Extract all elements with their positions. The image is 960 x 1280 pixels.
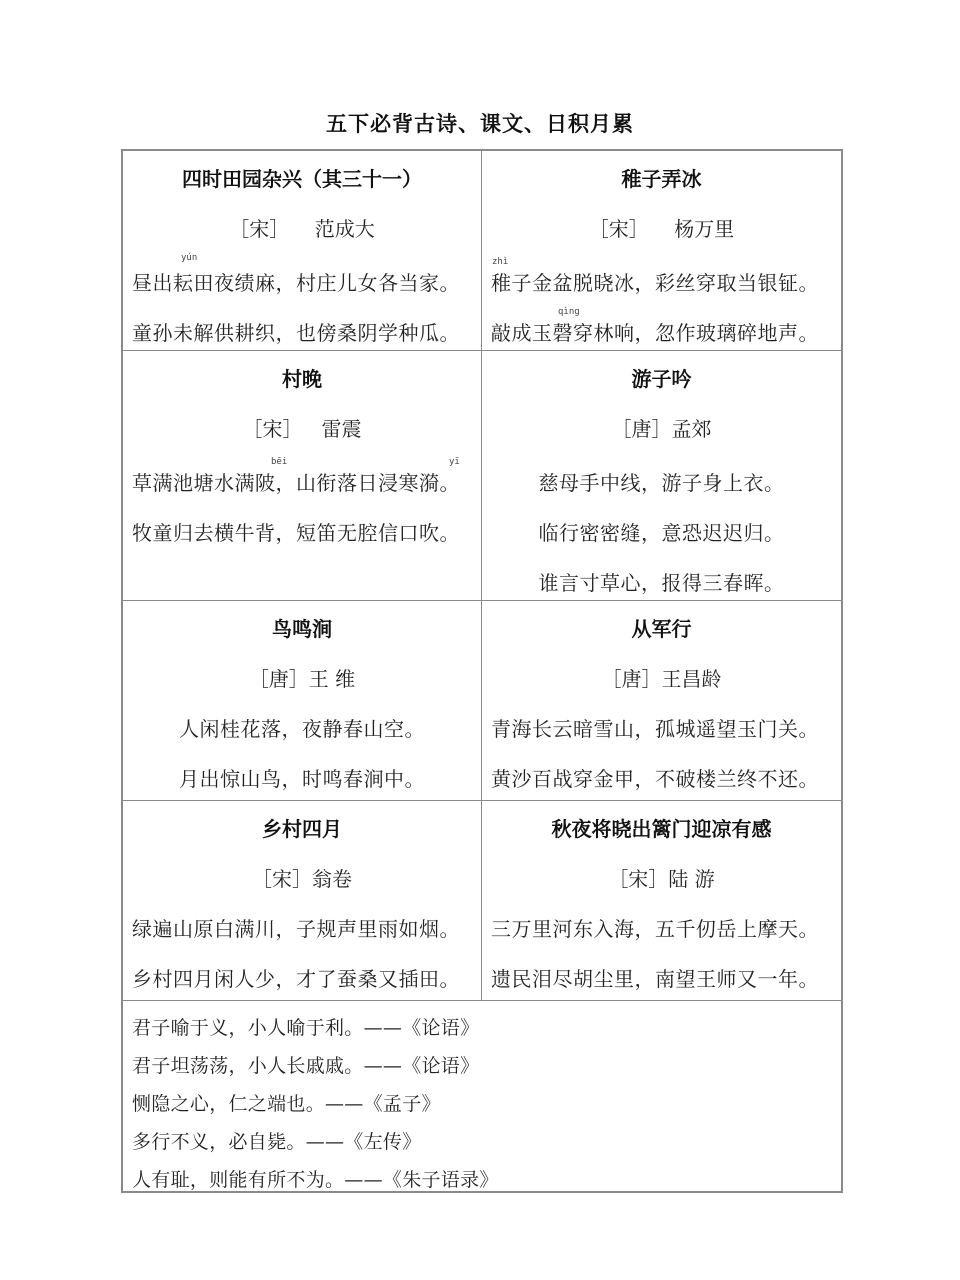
poem-line: 稚子金盆脱晓冰，彩丝穿取当银钲。 (491, 271, 819, 295)
table-row (123, 800, 841, 1001)
poem-line: 牧童归去横牛背，短笛无腔信口吹。 (132, 521, 460, 545)
pinyin-annotation: bēi (271, 457, 288, 467)
poem-table (121, 149, 843, 1193)
poem-author: ［唐］王 维 (248, 667, 356, 691)
poem-title: 从军行 (631, 617, 692, 641)
poem-title: 秋夜将晓出篱门迎凉有感 (551, 817, 772, 841)
poem-author: ［唐］王昌龄 (601, 667, 722, 691)
poem-title: 鸟鸣涧 (272, 617, 332, 641)
poem-line: 乡村四月闲人少，才了蚕桑又插田。 (132, 967, 460, 991)
poem-cell-zhizi-nongbing (482, 151, 841, 350)
poem-cell-niaomingjian (123, 601, 482, 801)
poem-cell-cunwan (123, 351, 482, 601)
saying-item: 恻隐之心，仁之端也。——《孟子》 (132, 1093, 441, 1115)
table-row (123, 350, 841, 601)
pinyin-annotation: yī (449, 457, 460, 467)
poem-line: 谁言寸草心，报得三春晖。 (538, 571, 785, 595)
page-title: 五下必背古诗、课文、日积月累 (326, 112, 634, 136)
pinyin-annotation: zhì (492, 257, 509, 267)
poem-line: 昼出耘田夜绩麻，村庄儿女各当家。 (132, 271, 460, 295)
poem-cell-congjunxing (482, 601, 841, 801)
table-row (123, 151, 841, 350)
poem-line: 月出惊山鸟，时鸣春涧中。 (179, 767, 425, 791)
daily-accumulation-section (123, 1000, 841, 1192)
poem-line: 人闲桂花落，夜静春山空。 (179, 717, 425, 741)
poem-author: ［宋］ 杨万里 (588, 217, 735, 241)
saying-item: 君子喻于义，小人喻于利。——《论语》 (132, 1017, 480, 1039)
poem-cell-youziyin (482, 351, 841, 601)
poem-line: 慈母手中线，游子身上衣。 (538, 471, 785, 495)
poem-title: 村晚 (282, 367, 322, 391)
poem-line: 黄沙百战穿金甲，不破楼兰终不还。 (491, 767, 819, 791)
saying-item: 君子坦荡荡，小人长戚戚。——《论语》 (132, 1055, 480, 1077)
poem-line: 遗民泪尽胡尘里，南望王师又一年。 (491, 967, 819, 991)
poem-title: 四时田园杂兴（其三十一） (182, 167, 422, 191)
poem-line: 草满池塘水满陂，山衔落日浸寒漪。 (132, 471, 460, 495)
poem-author: ［唐］孟郊 (611, 417, 712, 441)
poem-title: 游子吟 (631, 367, 692, 391)
pinyin-annotation: yún (181, 253, 198, 263)
poem-line: 童孙未解供耕织，也傍桑阴学种瓜。 (132, 321, 460, 345)
poem-cell-xiangcun-siyue (123, 801, 482, 1001)
pinyin-annotation: qìng (558, 307, 580, 317)
poem-title: 稚子弄冰 (621, 167, 702, 191)
saying-item: 人有耻，则能有所不为。——《朱子语录》 (132, 1169, 499, 1191)
poem-line: 临行密密缝，意恐迟迟归。 (538, 521, 785, 545)
poem-line: 青海长云暗雪山，孤城遥望玉门关。 (491, 717, 819, 741)
poem-author: ［宋］翁卷 (252, 867, 352, 891)
table-row (123, 600, 841, 801)
poem-author: ［宋］陆 游 (608, 867, 715, 891)
poem-title: 乡村四月 (262, 817, 342, 841)
poem-line: 敲成玉磬穿林响，忽作玻璃碎地声。 (491, 321, 819, 345)
saying-item: 多行不义，必自毙。——《左传》 (132, 1131, 422, 1153)
poem-cell-sishi-tianyuan (123, 151, 482, 350)
poem-cell-qiuye-jiangxiao (482, 801, 841, 1001)
poem-author: ［宋］ 雷震 (242, 417, 362, 441)
poem-author: ［宋］ 范成大 (229, 217, 375, 241)
poem-line: 三万里河东入海，五千仞岳上摩天。 (491, 917, 819, 941)
poem-line: 绿遍山原白满川，子规声里雨如烟。 (132, 917, 460, 941)
